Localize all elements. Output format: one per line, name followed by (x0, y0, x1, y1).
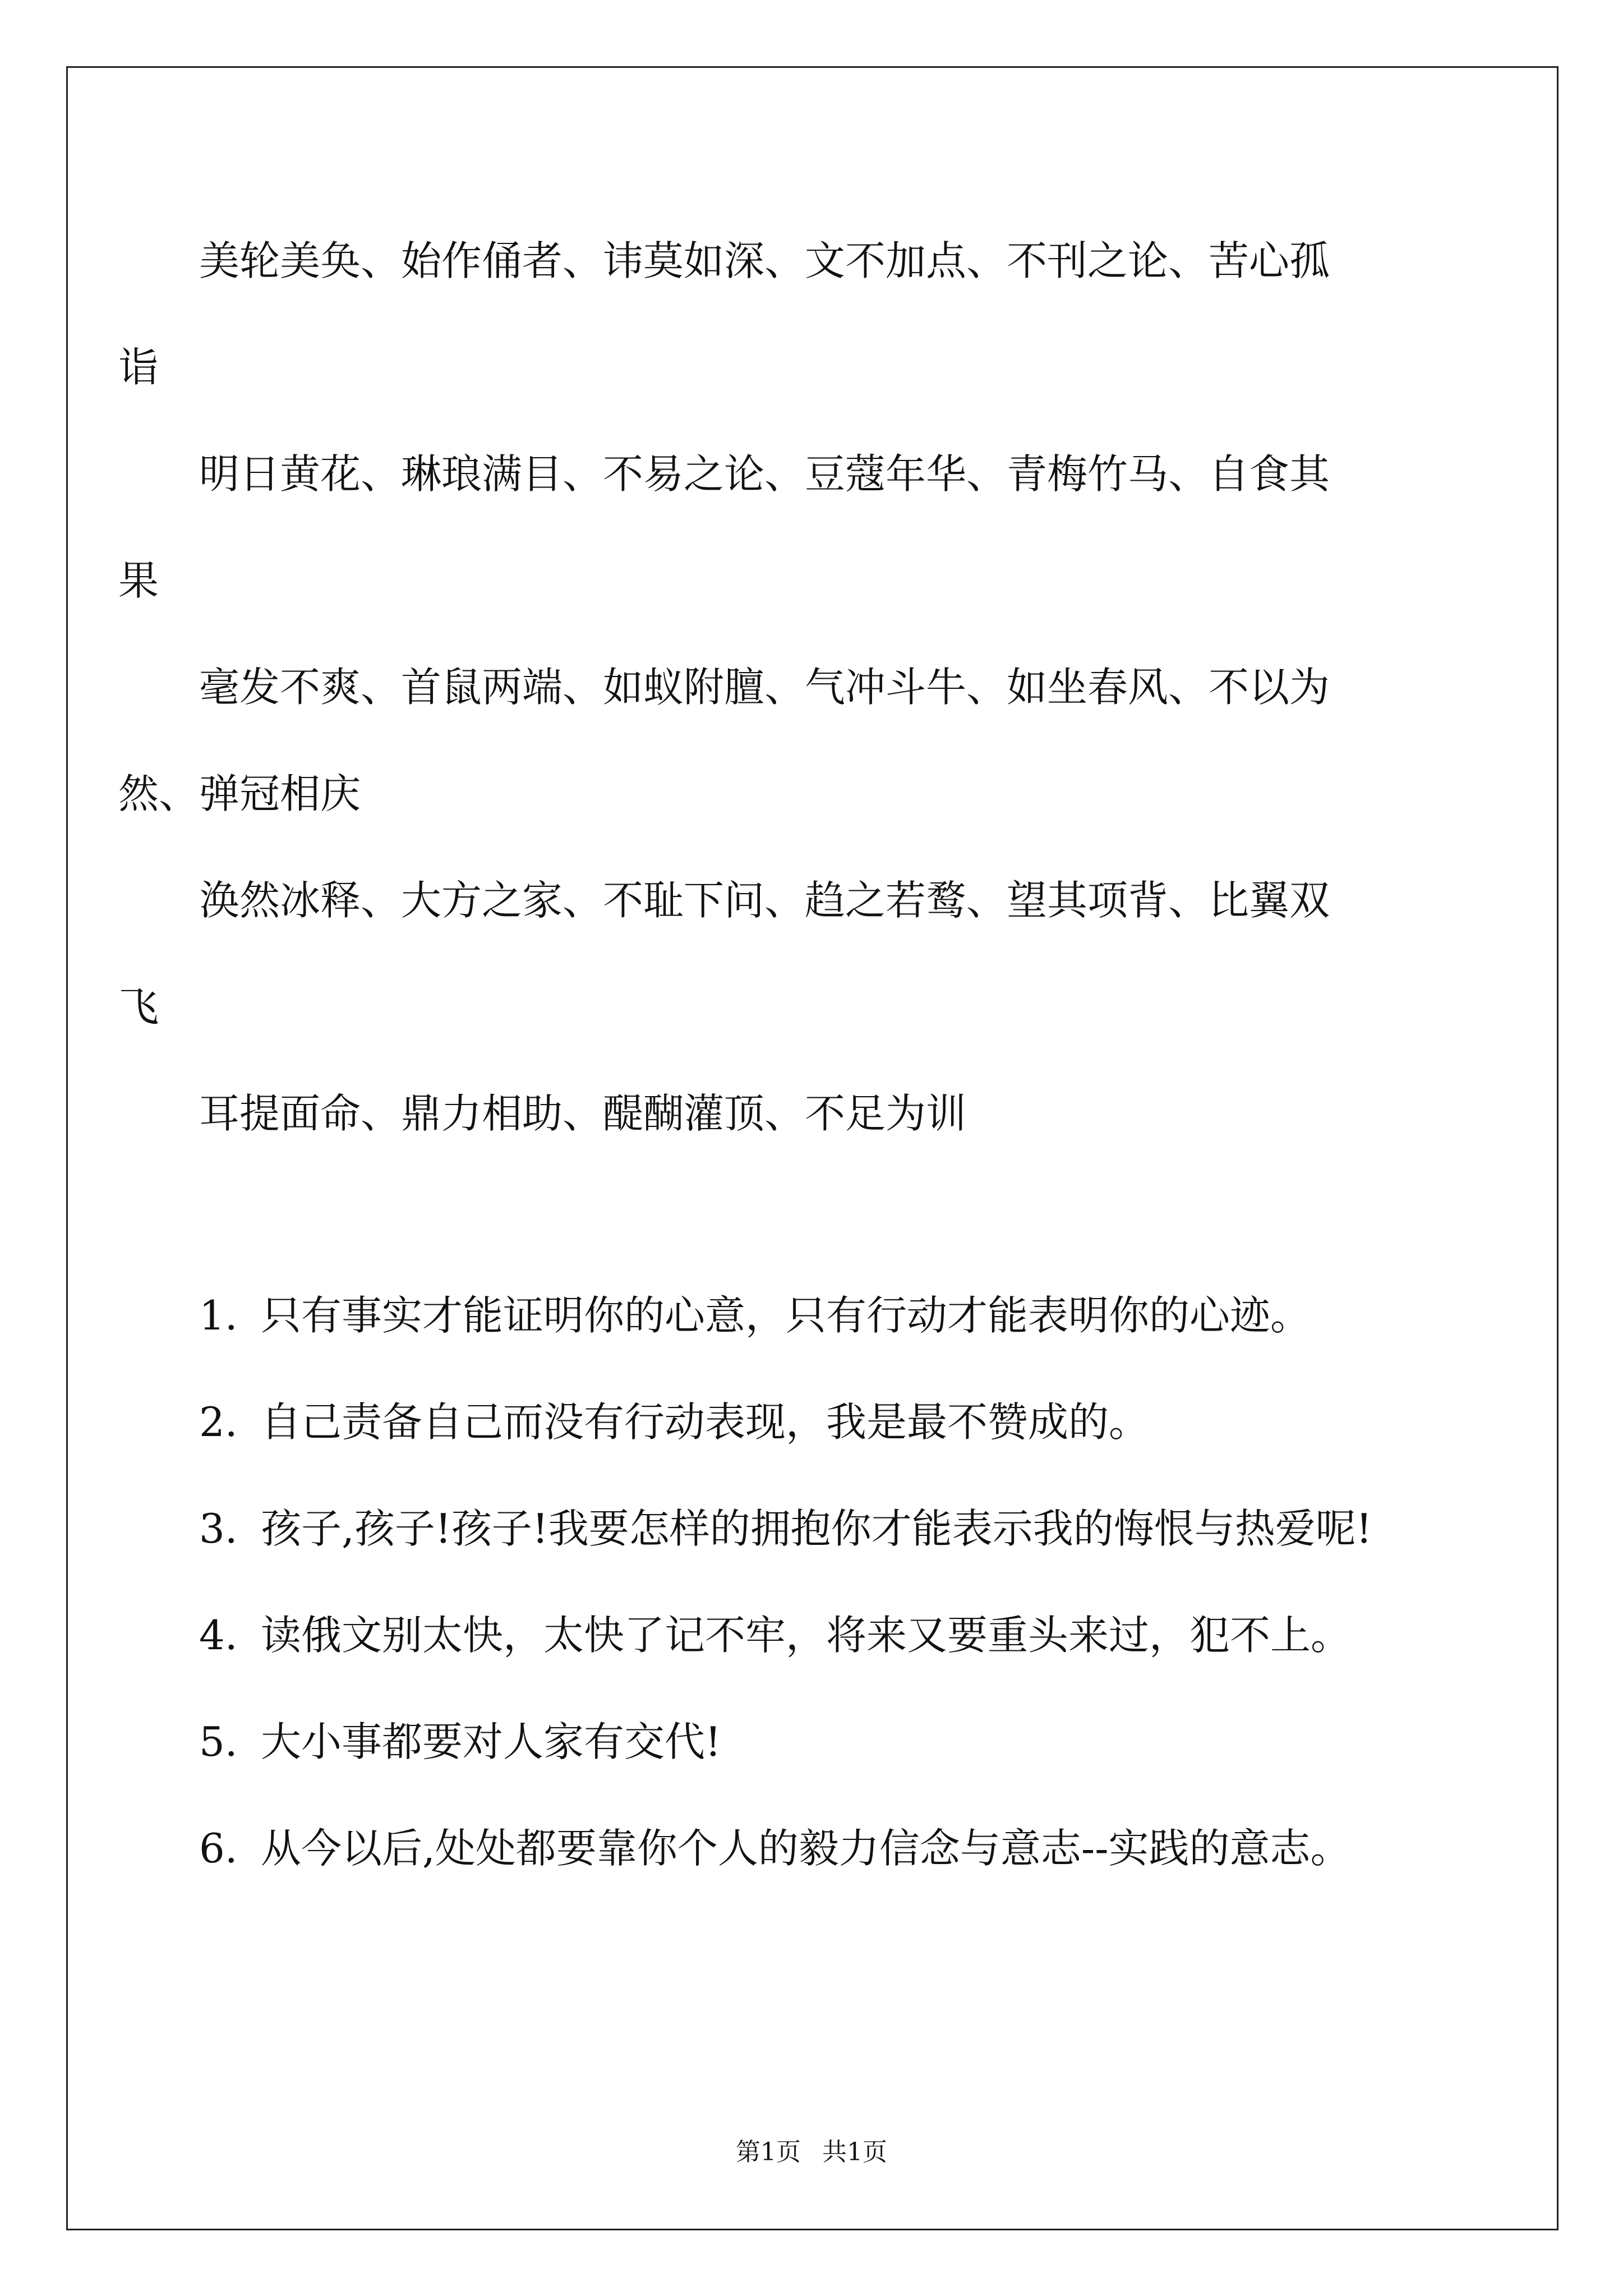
quote-text: 只有事实才能证明你的心意，只有行动才能表明你的心迹。 (261, 1292, 1311, 1339)
quote-item-4 (118, 1582, 1433, 1688)
quote-text: 孩子,孩子!孩子!我要怎样的拥抱你才能表示我的悔恨与热爱呢! (261, 1505, 1372, 1552)
section-gap (199, 1167, 1433, 1262)
document-body (118, 208, 1433, 1902)
quote-item-1 (118, 1262, 1433, 1369)
quote-number: 2. (199, 1398, 238, 1446)
quote-number: 3. (199, 1505, 238, 1552)
quote-number: 6. (199, 1825, 238, 1872)
quote-number: 4. (199, 1612, 238, 1659)
page-total: 共1页 (822, 2138, 887, 2166)
quote-item-5 (118, 1688, 1433, 1795)
idiom-paragraph-3: 毫发不爽、首鼠两端、如蚁附膻、气冲斗牛、如坐春风、不以为然、弹冠相庆 (118, 664, 1330, 817)
quote-item-6 (118, 1795, 1433, 1902)
quote-number: 5. (199, 1718, 238, 1765)
page-footer (0, 2132, 1623, 2168)
idiom-paragraph-1: 美轮美奂、始作俑者、讳莫如深、文不加点、不刊之论、苦心孤诣 (118, 237, 1330, 391)
quote-text: 从今以后,处处都要靠你个人的毅力信念与意志--实践的意志。 (261, 1825, 1351, 1872)
page-number: 第1页 (736, 2138, 801, 2166)
quote-text: 读俄文别太快，太快了记不牢，将来又要重头来过，犯不上。 (261, 1612, 1352, 1659)
quote-text: 自己责备自己而没有行动表现，我是最不赞成的。 (261, 1398, 1150, 1446)
idiom-paragraph-4: 涣然冰释、大方之家、不耻下问、趋之若鹜、望其项背、比翼双飞 (118, 877, 1330, 1030)
idiom-paragraph-2: 明日黄花、琳琅满目、不易之论、豆蔻年华、青梅竹马、自食其果 (118, 450, 1330, 604)
quote-item-3 (118, 1475, 1433, 1582)
quote-item-2 (118, 1369, 1433, 1475)
idiom-paragraph-5: 耳提面命、鼎力相助、醍醐灌顶、不足为训 (199, 1090, 967, 1137)
quote-number: 1. (199, 1292, 238, 1339)
quote-text: 大小事都要对人家有交代! (261, 1718, 721, 1765)
